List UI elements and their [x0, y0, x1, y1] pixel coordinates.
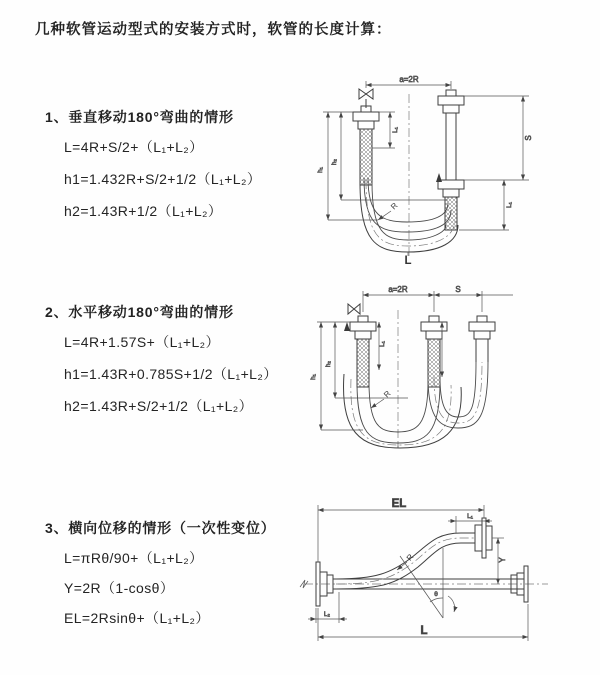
- dim-l1-right: [459, 180, 513, 230]
- radius-callout: [371, 389, 393, 408]
- angle-theta-label: θ: [434, 591, 438, 598]
- radius-label: R: [389, 201, 400, 212]
- dim-h2-label: h₂: [331, 158, 338, 166]
- dim-l-label: L: [420, 625, 428, 637]
- flow-arrow-icon: [436, 173, 442, 182]
- upper-flange-fitting: [475, 518, 492, 558]
- dim-h2-label: h₂: [325, 360, 332, 368]
- section3-formula-EL: EL=2Rsinθ+（L₁+L₂）: [64, 610, 210, 626]
- dim-s: [434, 285, 513, 295]
- length-label: L: [404, 255, 412, 267]
- page-title: 几种软管运动型式的安装方式时，软管的长度计算：: [35, 22, 392, 38]
- dim-s-label: S: [455, 285, 461, 294]
- valve-icon: [359, 89, 373, 108]
- hose-s-curve: [336, 533, 475, 589]
- dim-l1: [448, 513, 492, 533]
- dim-a2r: [366, 75, 451, 89]
- valve-icon: [348, 304, 360, 314]
- dim-s: [464, 96, 533, 180]
- section3-heading: 3、横向位移的情形（一次性变位）: [45, 520, 276, 536]
- dim-h1-label: h₁: [317, 167, 324, 173]
- diagram-vertical-180-bend: [308, 70, 593, 265]
- dim-l2-label: L₂: [323, 611, 331, 618]
- length-callout: [404, 252, 411, 267]
- section2-heading: 2、水平移动180°弯曲的情形: [45, 304, 234, 320]
- right-hose-fitting: [438, 90, 464, 230]
- dim-l2: [308, 592, 347, 623]
- section2-formula-h1: h1=1.43R+0.785S+1/2（L₁+L₂）: [64, 366, 278, 382]
- radius-callout: [378, 201, 400, 220]
- dim-y: [492, 538, 507, 584]
- middle-hose-fitting: [421, 316, 447, 387]
- dim-a2r: [363, 285, 482, 312]
- flow-arrow-icon: [344, 322, 350, 331]
- dim-l1-left: [372, 112, 399, 148]
- dim-l1-right-label: L₁: [506, 202, 513, 208]
- dim-s-label: S: [524, 135, 533, 141]
- section3-formula-L: L=πRθ/90+（L₁+L₂）: [64, 550, 204, 566]
- dim-l: [318, 604, 528, 641]
- radius-label: R: [404, 552, 416, 563]
- section1-formula-L: L=4R+S/2+（L₁+L₂）: [64, 139, 204, 155]
- left-hose-fitting: [350, 316, 376, 387]
- diagram-horizontal-180-bend: [308, 282, 593, 452]
- diagram-lateral-displacement: [296, 496, 598, 648]
- dim-l1-label: L₁: [379, 341, 386, 347]
- dim-el-label: EL: [391, 498, 407, 510]
- dim-el: [318, 498, 484, 562]
- left-hose-fitting: [353, 106, 379, 185]
- dim-h1-label: h₁: [310, 374, 317, 380]
- section1-heading: 1、垂直移动180°弯曲的情形: [45, 109, 234, 125]
- dim-y-label: Y: [498, 557, 507, 563]
- section2-formula-L: L=4R+1.57S+（L₁+L₂）: [64, 334, 220, 350]
- dim-a2r-label: a=2R: [388, 285, 408, 294]
- section1-formula-h2: h2=1.43R+1/2（L₁+L₂）: [64, 203, 223, 219]
- dim-h2: [331, 112, 448, 200]
- section1-formula-h1: h1=1.432R+S/2+1/2（L₁+L₂）: [64, 171, 262, 187]
- dim-a2r-label: a=2R: [399, 75, 419, 84]
- right-hose-fitting: [469, 316, 495, 362]
- section3-formula-Y: Y=2R（1-cosθ）: [64, 580, 175, 596]
- section2-formula-h2: h2=1.43R+S/2+1/2（L₁+L₂）: [64, 398, 254, 414]
- dim-l1-left-label: L₁: [392, 127, 399, 133]
- dim-l1-label: L₁: [467, 513, 473, 520]
- radius-label: R: [382, 389, 393, 400]
